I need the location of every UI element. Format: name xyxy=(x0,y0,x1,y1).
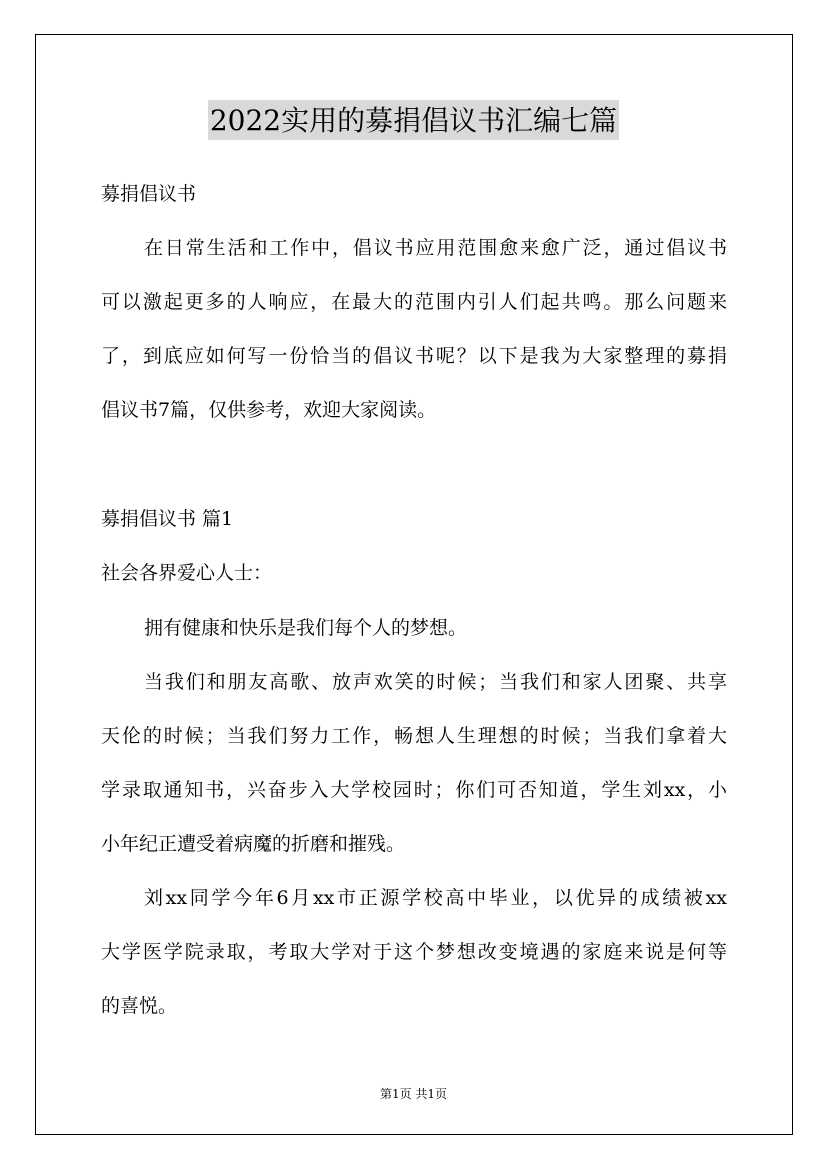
intro-line: 可以激起更多的人响应，在最大的范围内引人们起共鸣。那么问题来 xyxy=(101,291,727,313)
title-container xyxy=(0,100,827,140)
paragraph-line: 天伦的时候；当我们努力工作，畅想人生理想的时候；当我们拿着大 xyxy=(101,725,727,747)
paragraph-line: 刘xx同学今年6月xx市正源学校高中毕业，以优异的成绩被xx xyxy=(144,887,727,909)
paragraph-line: 拥有健康和快乐是我们每个人的梦想。 xyxy=(144,617,468,639)
paragraph-line: 学录取通知书，兴奋步入大学校园时；你们可否知道，学生刘xx，小 xyxy=(101,779,727,801)
intro-line: 在日常生活和工作中，倡议书应用范围愈来愈广泛，通过倡议书 xyxy=(144,237,727,259)
intro-line: 了，到底应如何写一份恰当的倡议书呢？以下是我为大家整理的募捐 xyxy=(101,345,727,367)
paragraph-line: 小年纪正遭受着病魔的折磨和摧残。 xyxy=(101,833,406,855)
paragraph-line: 当我们和朋友高歌、放声欢笑的时候；当我们和家人团聚、共享 xyxy=(144,671,727,693)
section-heading: 募捐倡议书 xyxy=(101,183,197,205)
intro-line: 倡议书7篇，仅供参考，欢迎大家阅读。 xyxy=(101,399,437,421)
document-title: 2022实用的募捐倡议书汇编七篇 xyxy=(208,100,619,140)
paragraph-line: 的喜悦。 xyxy=(101,995,178,1017)
article-heading: 募捐倡议书 篇1 xyxy=(101,508,234,530)
page-footer: 第1页 共1页 xyxy=(379,1087,448,1101)
salutation: 社会各界爱心人士： xyxy=(101,562,273,584)
paragraph-line: 大学医学院录取，考取大学对于这个梦想改变境遇的家庭来说是何等 xyxy=(101,941,727,963)
